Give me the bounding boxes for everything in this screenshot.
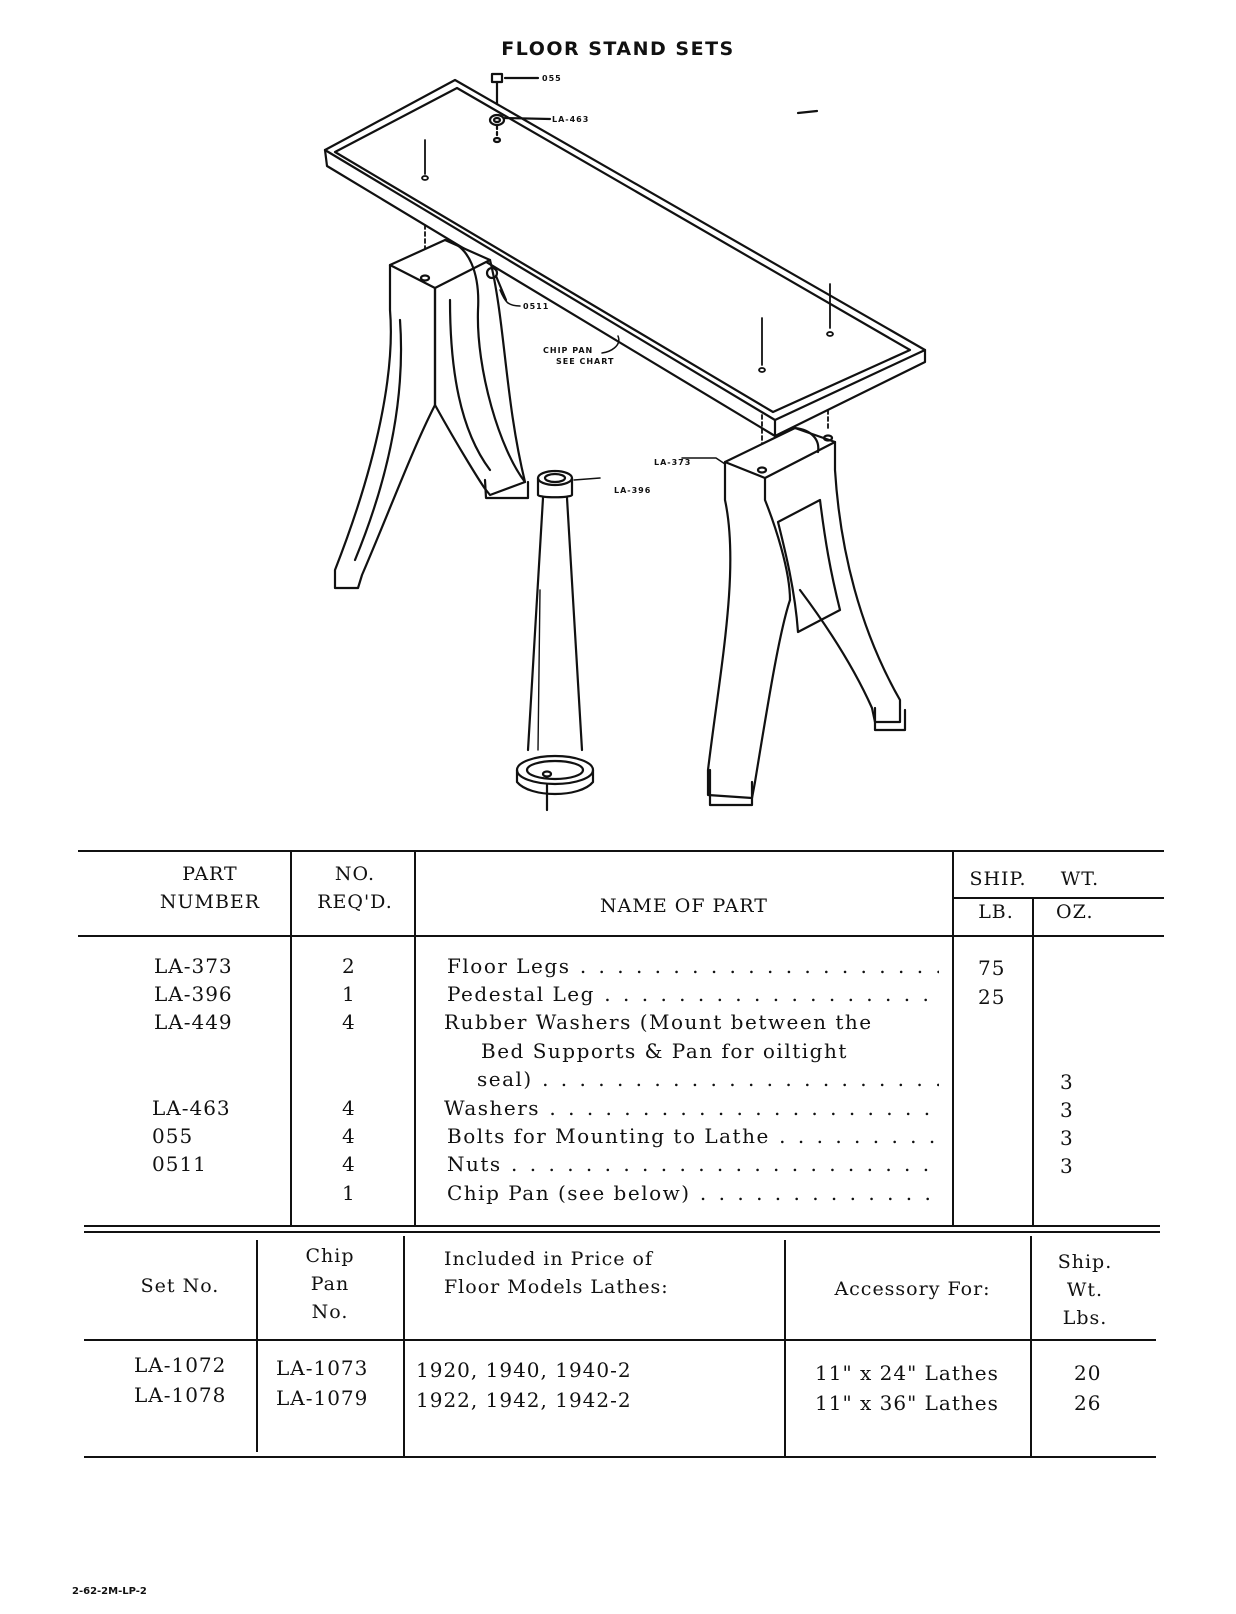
header-ship-wt	[1040, 1248, 1130, 1332]
page-title: FLOOR STAND SETS	[501, 38, 735, 60]
sets-header-rule	[84, 1339, 1156, 1341]
header-chip-line3: No.	[311, 1301, 349, 1323]
parts-table-bottom-rule-2	[84, 1231, 1160, 1233]
part-oz: 3	[1060, 1070, 1074, 1094]
header-name-of-part: NAME OF PART	[600, 895, 768, 917]
part-qty: 1	[342, 1181, 356, 1205]
header-incl-line2: Floor Models Lathes:	[444, 1276, 669, 1298]
parts-table-bottom-rule-1	[84, 1225, 1160, 1227]
col-divider-4	[1032, 897, 1034, 1225]
header-accessory-for: Accessory For:	[834, 1278, 991, 1300]
callout-055: 055	[542, 74, 562, 83]
header-part-line2: NUMBER	[159, 891, 261, 913]
header-part-line1: PART	[182, 863, 238, 885]
accessory-for: 11" x 36" Lathes	[815, 1391, 999, 1415]
header-incl-line1: Included in Price of	[444, 1248, 653, 1270]
sets-col-divider-4	[1030, 1236, 1032, 1458]
col-divider-3	[952, 850, 954, 1225]
col-divider-1	[290, 850, 292, 1225]
part-name: Nuts . . .	[447, 1152, 939, 1176]
part-name: Washers . . .	[444, 1096, 936, 1120]
part-oz: 3	[1060, 1126, 1074, 1150]
header-ship: SHIP.	[969, 868, 1027, 890]
parts-table-top-rule	[78, 850, 1164, 852]
header-oz: OZ.	[1056, 901, 1094, 923]
part-name: Pedestal Leg . . .	[447, 982, 939, 1006]
sets-col-divider-2	[403, 1236, 405, 1458]
header-lb: LB.	[978, 901, 1014, 923]
header-ship-line1: Ship.	[1057, 1251, 1113, 1273]
included-models: 1922, 1942, 1942-2	[416, 1388, 632, 1412]
callout-0511: 0511	[523, 302, 550, 311]
part-number: LA-373	[154, 954, 233, 978]
part-lb: 75	[978, 956, 1006, 980]
part-number: 0511	[152, 1152, 207, 1176]
part-name: Bolts for Mounting to Lathe . . .	[447, 1124, 939, 1148]
part-oz: 3	[1060, 1154, 1074, 1178]
header-no-line2: REQ'D.	[317, 891, 393, 913]
sets-bottom-rule	[84, 1456, 1156, 1458]
sets-col-divider-3	[784, 1240, 786, 1458]
chip-pan-number: LA-1079	[276, 1386, 369, 1410]
header-part	[150, 860, 270, 916]
part-qty: 4	[342, 1096, 356, 1120]
part-number: LA-463	[152, 1096, 231, 1120]
header-no-line1: NO.	[334, 863, 376, 885]
document-code: 2-62-2M-LP-2	[72, 1586, 147, 1597]
callout-la-396: LA-396	[614, 486, 652, 495]
part-lb: 25	[978, 985, 1006, 1009]
header-set-no: Set No.	[140, 1275, 220, 1297]
header-chip-pan-no	[280, 1242, 380, 1326]
part-number: 055	[152, 1124, 194, 1148]
callout-chip-pan-2: SEE CHART	[556, 357, 615, 366]
part-qty: 4	[342, 1152, 356, 1176]
right-floor-leg-drawing	[708, 428, 905, 805]
part-name: Rubber Washers (Mount between the	[444, 1010, 873, 1034]
part-oz: 3	[1060, 1098, 1074, 1122]
left-floor-leg-drawing	[335, 240, 528, 588]
ship-weight: 20	[1074, 1361, 1102, 1385]
header-chip-line1: Chip	[305, 1245, 355, 1267]
header-ship-line2: Wt.	[1066, 1279, 1104, 1301]
part-number: LA-449	[154, 1010, 233, 1034]
callout-la-373: LA-373	[654, 458, 692, 467]
part-name: Floor Legs . . .	[447, 954, 939, 978]
part-qty: 4	[342, 1010, 356, 1034]
part-qty: 1	[342, 982, 356, 1006]
callout-la-463: LA-463	[552, 115, 590, 124]
part-qty: 2	[342, 954, 356, 978]
set-number: LA-1072	[134, 1353, 227, 1377]
pedestal-leg-drawing	[517, 471, 593, 810]
part-name-cont: seal) . . .	[477, 1067, 939, 1091]
accessory-for: 11" x 24" Lathes	[815, 1361, 999, 1385]
part-name-cont: Bed Supports & Pan for oiltight	[481, 1039, 848, 1063]
header-wt: WT.	[1060, 868, 1100, 890]
part-name: Chip Pan (see below) . . .	[447, 1181, 939, 1205]
chip-pan-number: LA-1073	[276, 1356, 369, 1380]
set-number: LA-1078	[134, 1383, 227, 1407]
header-ship-line3: Lbs.	[1062, 1307, 1108, 1329]
part-qty: 4	[342, 1124, 356, 1148]
sets-col-divider-1	[256, 1240, 258, 1452]
header-no-reqd	[300, 860, 410, 916]
callout-chip-pan-1: CHIP PAN	[543, 346, 594, 355]
included-models: 1920, 1940, 1940-2	[416, 1358, 632, 1382]
header-included	[444, 1245, 744, 1301]
parts-table-header-rule	[78, 935, 1164, 937]
ship-weight: 26	[1074, 1391, 1102, 1415]
part-number: LA-396	[154, 982, 233, 1006]
floor-stand-drawing	[300, 70, 960, 830]
header-chip-line2: Pan	[310, 1273, 350, 1295]
